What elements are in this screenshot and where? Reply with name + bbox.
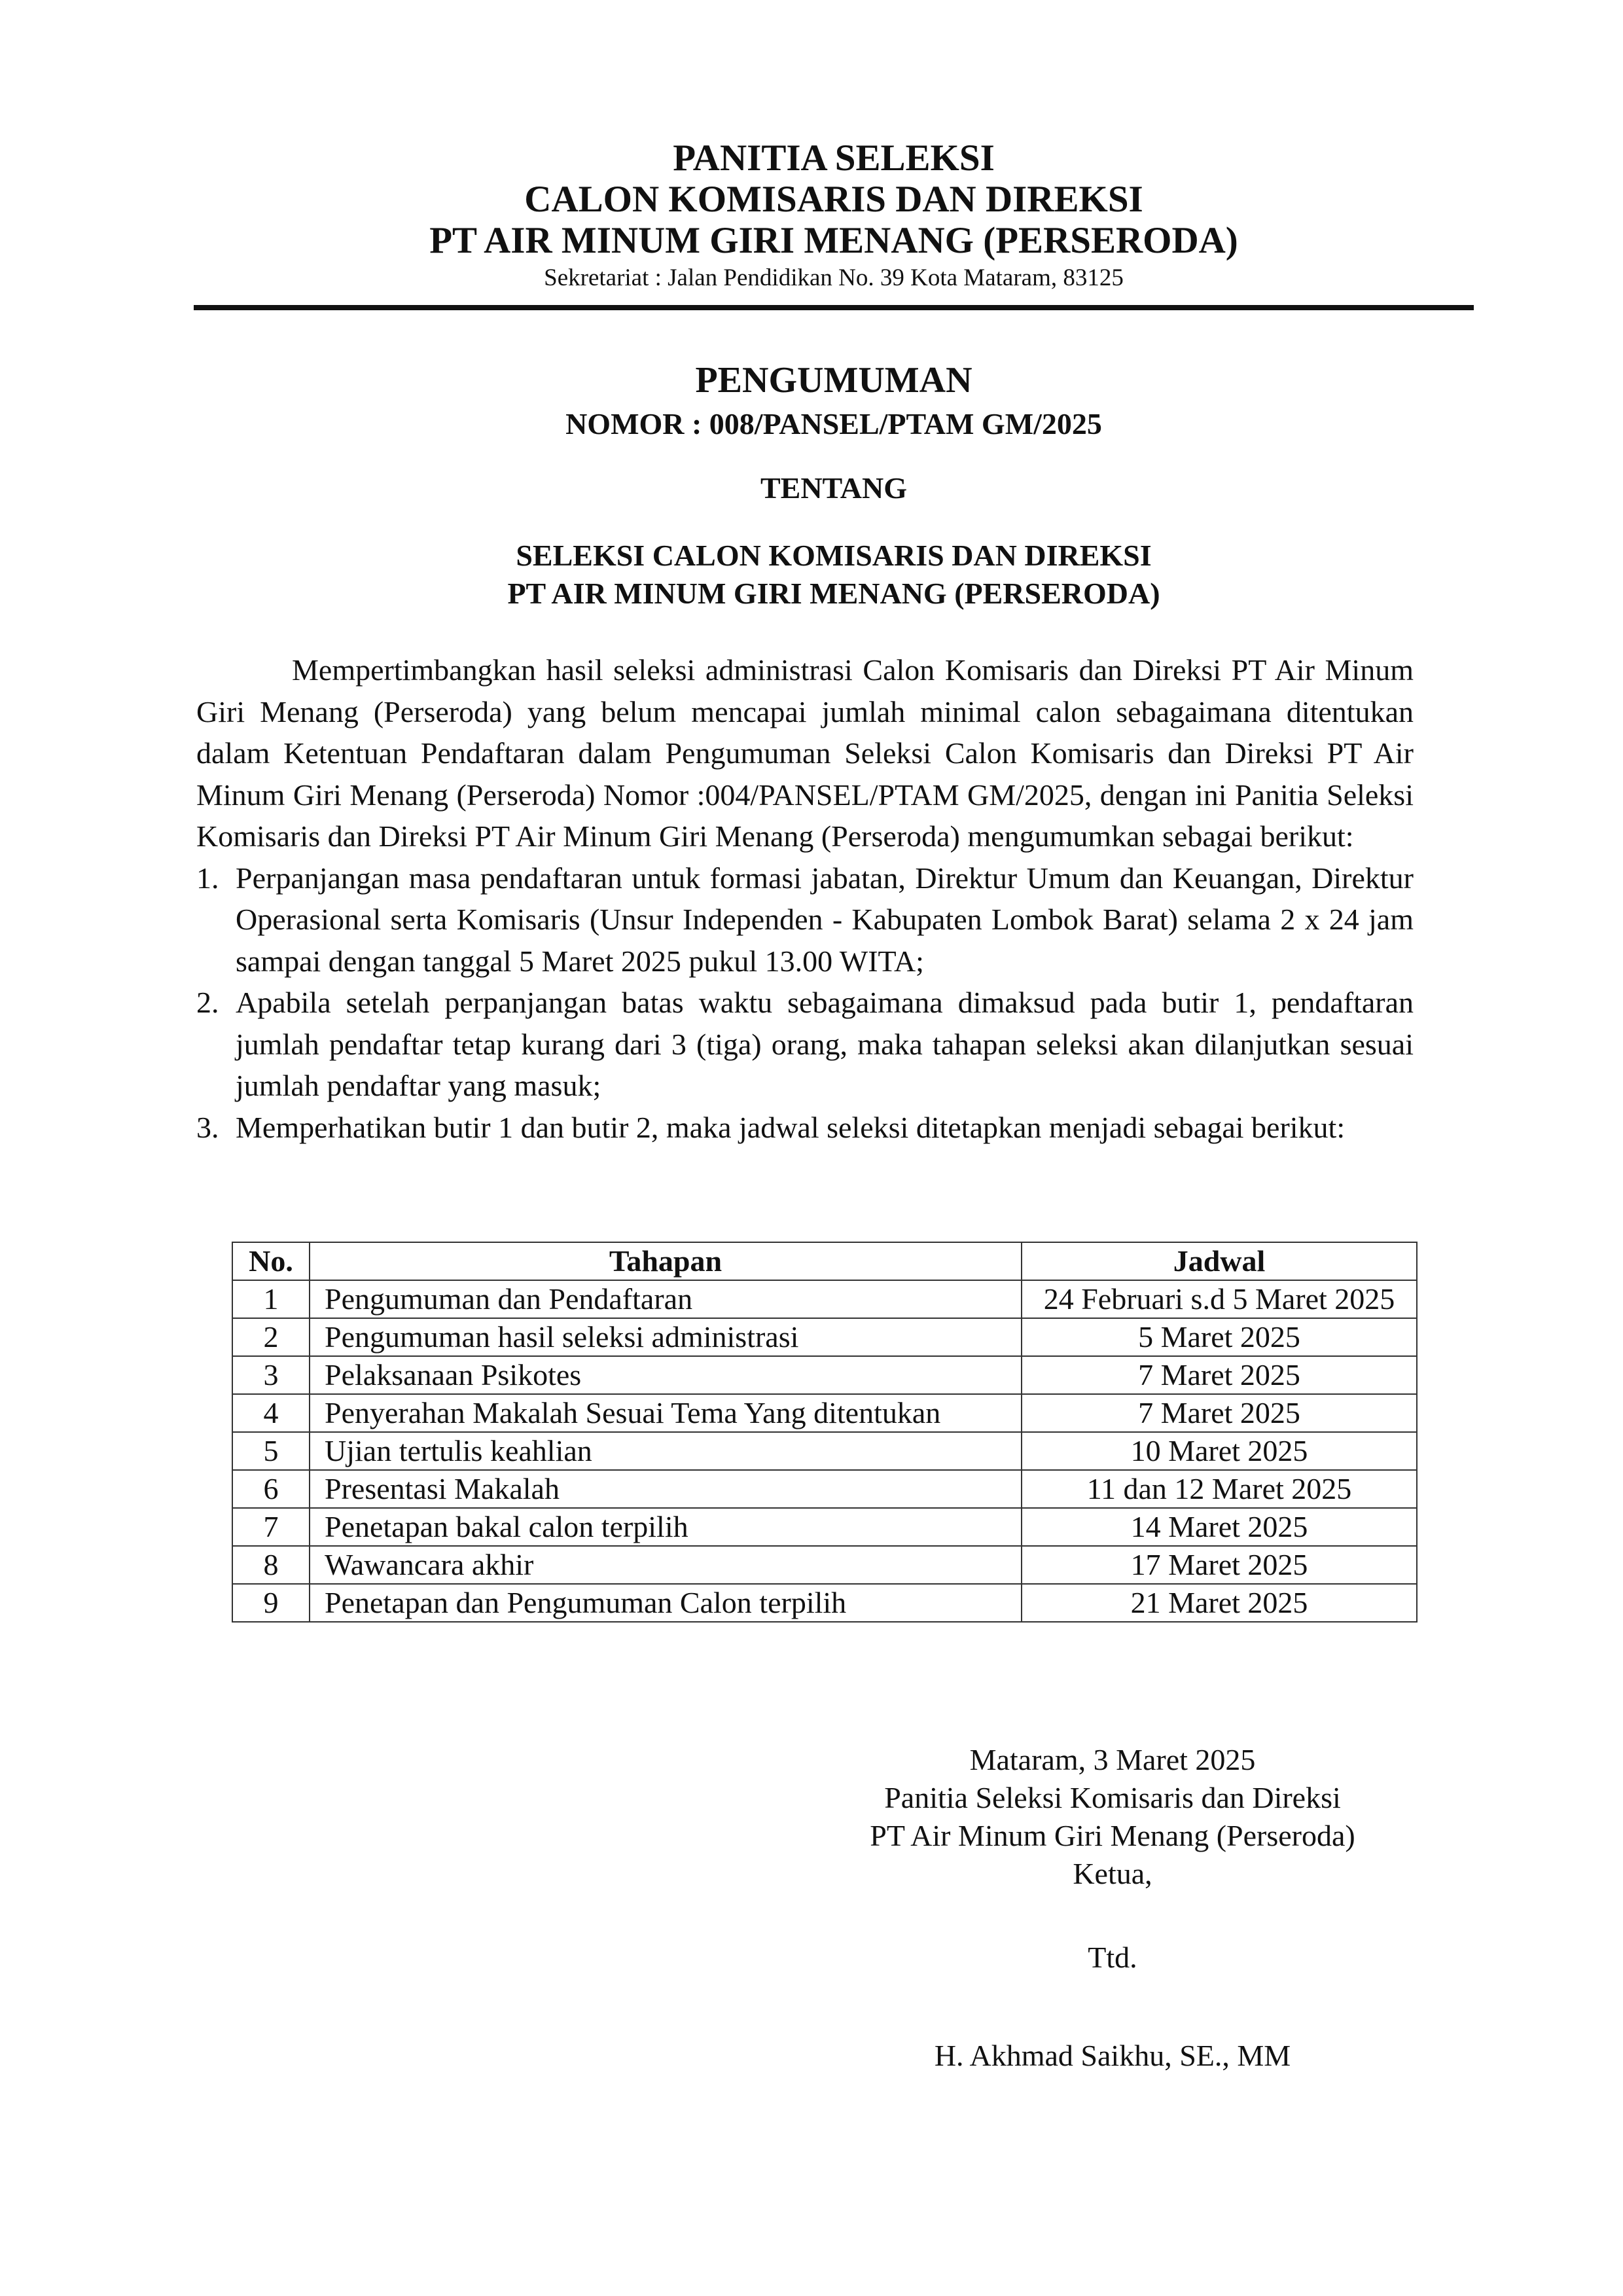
- cell-stage: Presentasi Makalah: [310, 1470, 1022, 1508]
- cell-no: 2: [232, 1318, 310, 1356]
- cell-no: 8: [232, 1546, 310, 1584]
- signature-org-line-1: Panitia Seleksi Komisaris dan Direksi: [884, 1781, 1341, 1814]
- announcement-number: NOMOR : 008/PANSEL/PTAM GM/2025: [565, 407, 1102, 440]
- table-header-row: [232, 1242, 1417, 1280]
- signature-place-date: Mataram, 3 Maret 2025: [969, 1743, 1256, 1776]
- announcement-subject: [194, 537, 1474, 613]
- cell-date: 5 Maret 2025: [1022, 1318, 1417, 1356]
- cell-stage: Pengumuman dan Pendaftaran: [310, 1280, 1022, 1318]
- cell-stage: Pelaksanaan Psikotes: [310, 1356, 1022, 1394]
- list-item-text: Apabila setelah perpanjangan batas waktu sebagaimana dimaksud pada butir 1, pendaftaran jumlah pendaftar tetap kurang dari 3 (tiga) orang, maka tahapan seleksi akan dilanjutkan sesuai jumlah pendaftar yang masuk;: [236, 986, 1414, 1102]
- signature-name: H. Akhmad Saikhu, SE., MM: [934, 2039, 1291, 2072]
- cell-date: 24 Februari s.d 5 Maret 2025: [1022, 1280, 1417, 1318]
- list-item-text: Memperhatikan butir 1 dan butir 2, maka jadwal seleksi ditetapkan menjadi sebagai berikut:: [236, 1110, 1346, 1144]
- table-row: [232, 1356, 1417, 1394]
- table-row: [232, 1584, 1417, 1622]
- cell-date: 7 Maret 2025: [1022, 1356, 1417, 1394]
- list-item-text: Perpanjangan masa pendaftaran untuk formasi jabatan, Direktur Umum dan Keuangan, Direktur Operasional serta Komisaris (Unsur Independen - Kabupaten Lombok Barat) selama 2 x 24 jam sampai dengan tanggal 5 Maret 2025 pukul 13.00 WITA;: [236, 861, 1414, 978]
- list-item: [196, 1107, 1414, 1149]
- table-row: [232, 1508, 1417, 1546]
- list-item-number: 1.: [196, 861, 219, 895]
- signature-block: [818, 1741, 1407, 2075]
- table-row: [232, 1546, 1417, 1584]
- header-stage: Tahapan: [310, 1242, 1022, 1280]
- cell-stage: Penetapan dan Pengumuman Calon terpilih: [310, 1584, 1022, 1622]
- cell-date: 10 Maret 2025: [1022, 1432, 1417, 1470]
- letterhead-company: PT AIR MINUM GIRI MENANG (PERSERODA): [429, 220, 1238, 261]
- intro-paragraph: Mempertimbangkan hasil seleksi administrasi Calon Komisaris dan Direksi PT Air Minum Giri Menang (Perseroda) yang belum mencapai jumlah minimal calon sebagaimana ditentukan dalam Ketentuan Pendaftaran dalam Pengumuman Seleksi Calon Komisaris dan Direksi PT Air Minum Giri Menang (Perseroda) Nomor :004/PANSEL/PTAM GM/2025, dengan ini Panitia Seleksi Komisaris dan Direksi PT Air Minum Giri Menang (Perseroda) mengumumkan sebagai berikut:: [196, 653, 1414, 853]
- announcement-items: [196, 857, 1414, 1149]
- cell-date: 21 Maret 2025: [1022, 1584, 1417, 1622]
- announcement-about: TENTANG: [760, 471, 908, 505]
- cell-no: 9: [232, 1584, 310, 1622]
- cell-no: 5: [232, 1432, 310, 1470]
- cell-stage: Wawancara akhir: [310, 1546, 1022, 1584]
- cell-no: 4: [232, 1394, 310, 1432]
- letterhead-committee: PANITIA SELEKSI: [673, 137, 995, 179]
- table-row: [232, 1318, 1417, 1356]
- table-row: [232, 1394, 1417, 1432]
- signature-signed-mark: Ttd.: [1088, 1941, 1137, 1974]
- schedule-table-wrapper: [232, 1242, 1418, 1623]
- cell-no: 7: [232, 1508, 310, 1546]
- list-item: [196, 982, 1414, 1107]
- cell-no: 6: [232, 1470, 310, 1508]
- header-date: Jadwal: [1022, 1242, 1417, 1280]
- cell-stage: Penetapan bakal calon terpilih: [310, 1508, 1022, 1546]
- letterhead: [194, 137, 1474, 294]
- announcement-title: PENGUMUMAN: [695, 360, 972, 401]
- cell-date: 11 dan 12 Maret 2025: [1022, 1470, 1417, 1508]
- cell-date: 17 Maret 2025: [1022, 1546, 1417, 1584]
- list-item: [196, 857, 1414, 982]
- subject-line-2: PT AIR MINUM GIRI MENANG (PERSERODA): [507, 577, 1160, 610]
- cell-date: 14 Maret 2025: [1022, 1508, 1417, 1546]
- cell-no: 1: [232, 1280, 310, 1318]
- cell-stage: Penyerahan Makalah Sesuai Tema Yang ditentukan: [310, 1394, 1022, 1432]
- letterhead-divider: [194, 305, 1474, 310]
- schedule-table: [232, 1242, 1418, 1623]
- signature-role: Ketua,: [1073, 1857, 1152, 1890]
- list-item-number: 3.: [196, 1110, 219, 1144]
- signature-org-line-2: PT Air Minum Giri Menang (Perseroda): [870, 1819, 1355, 1852]
- subject-line-1: SELEKSI CALON KOMISARIS DAN DIREKSI: [516, 539, 1152, 572]
- cell-stage: Pengumuman hasil seleksi administrasi: [310, 1318, 1022, 1356]
- table-row: [232, 1280, 1417, 1318]
- letterhead-scope: CALON KOMISARIS DAN DIREKSI: [524, 179, 1143, 220]
- header-no: No.: [232, 1242, 310, 1280]
- table-row: [232, 1432, 1417, 1470]
- table-row: [232, 1470, 1417, 1508]
- letterhead-address: Sekretariat : Jalan Pendidikan No. 39 Kota Mataram, 83125: [544, 264, 1124, 291]
- cell-no: 3: [232, 1356, 310, 1394]
- cell-stage: Ujian tertulis keahlian: [310, 1432, 1022, 1470]
- list-item-number: 2.: [196, 986, 219, 1019]
- cell-date: 7 Maret 2025: [1022, 1394, 1417, 1432]
- announcement-body: [196, 649, 1414, 1148]
